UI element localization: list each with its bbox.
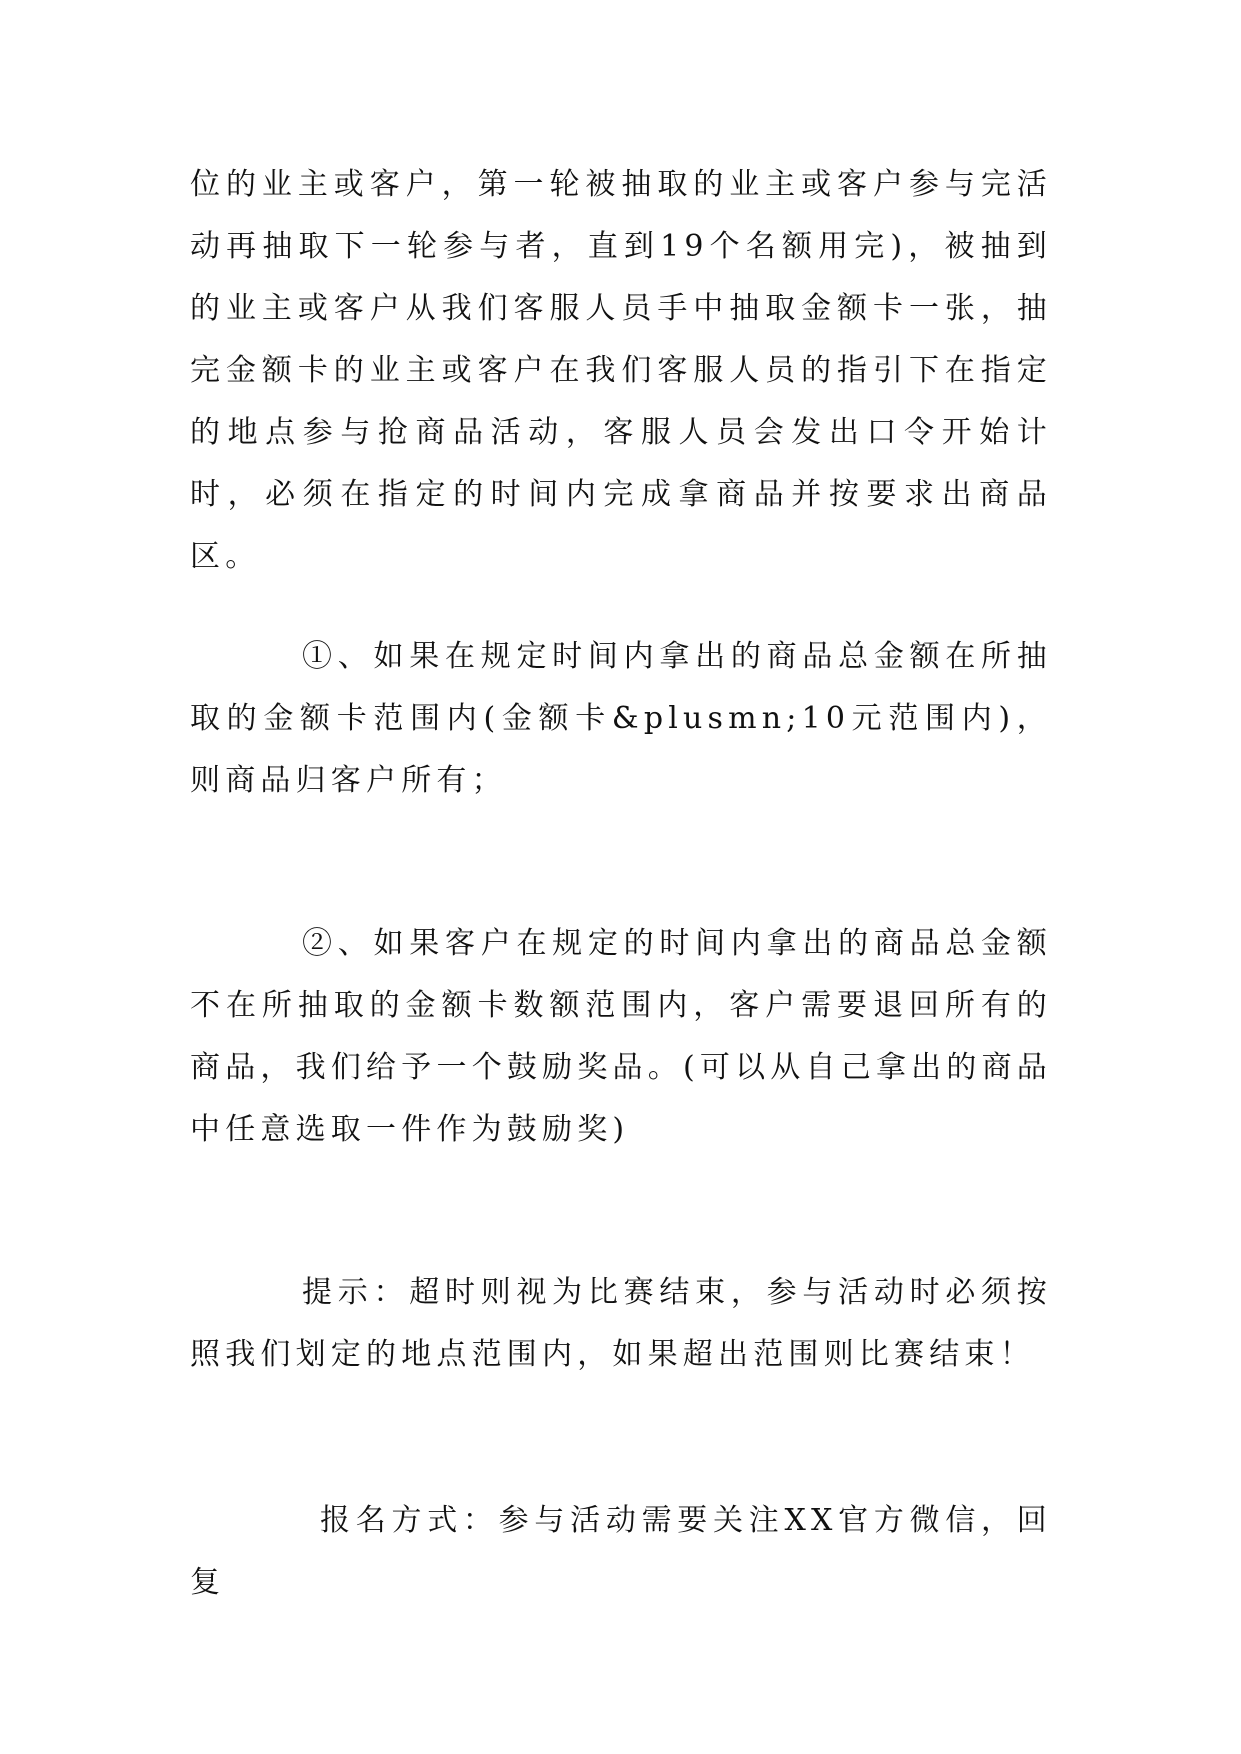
paragraph-tip: 提示：超时则视为比赛结束，参与活动时必须按照我们划定的地点范围内，如果超出范围则比赛结束！ [190,1275,1052,1372]
paragraph-registration: 报名方式：参与活动需要关注XX官方微信，回复 [190,1503,1052,1600]
paragraph-draw-procedure: 位的业主或客户，第一轮被抽取的业主或客户参与完活动再抽取下一轮参与者，直到19个名额用完)，被抽到的业主或客户从我们客服人员手中抽取金额卡一张，抽完金额卡的业主或客户在我们客服人员的指引下在指定的地点参与抢商品活动，客服人员会发出口令开始计时，必须在指定的时间内完成拿商品并按要求出商品区。 [190,167,1052,574]
paragraph-rule-1: ①、如果在规定时间内拿出的商品总金额在所抽取的金额卡范围内(金额卡&plusmn;10元范围内)，则商品归客户所有； [190,639,1052,798]
paragraph-rule-2: ②、如果客户在规定的时间内拿出的商品总金额不在所抽取的金额卡数额范围内，客户需要退回所有的商品，我们给予一个鼓励奖品。(可以从自己拿出的商品中任意选取一件作为鼓励奖) [190,926,1052,1147]
